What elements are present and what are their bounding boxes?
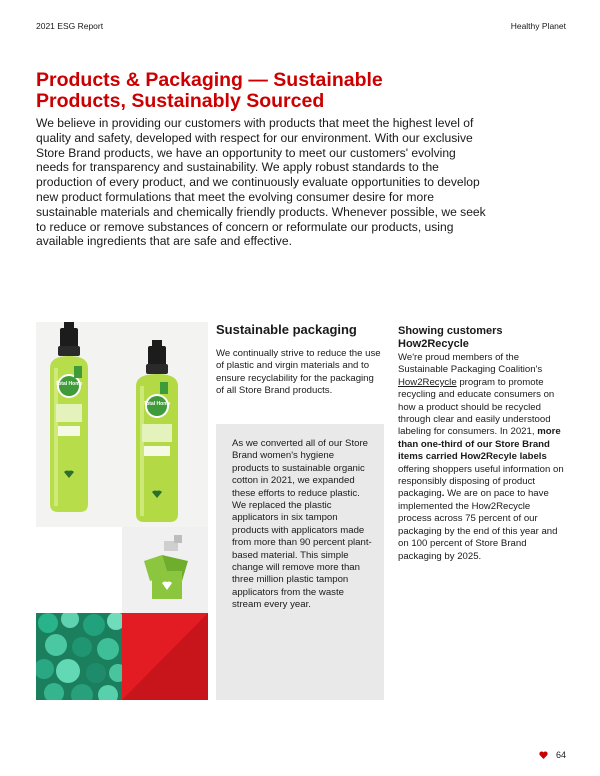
- sustainable-packaging-heading: Sustainable packaging: [216, 322, 357, 337]
- tile-bottle-caps: [36, 613, 122, 700]
- decorative-tiles: [36, 527, 208, 700]
- intro-paragraph: We believe in providing our customers with products that meet the highest level of quality and safety, developed with respect for our environment. With our exclusive Store Brand products, we have an opportunity to meet our customers' evolving needs for transparency and sustainability. We apply robust standards to the production of every product, and we continuously evaluate opportunities to develop new product formulations that meet the evolving consumer desire for more sustainable materials and chemically friendly products. Whenever possible, we seek to reduce or remove substances of concern or reformulate our products, using available ingredients that are safe and effective.: [36, 116, 486, 249]
- section-name: Healthy Planet: [510, 21, 566, 31]
- product-photo: [36, 322, 208, 527]
- page-footer: [539, 750, 566, 760]
- how2recycle-heading: Showing customers How2Recycle: [398, 325, 503, 350]
- heart-icon: [539, 751, 548, 759]
- how2recycle-section: [398, 325, 566, 563]
- tile-red-pattern: [122, 613, 208, 700]
- page-title: Products & Packaging — Sustainable Products, Sustainably Sourced: [36, 69, 383, 112]
- one-third-highlight: more than one-third of our Store Brand items carried How2Recyle labels: [398, 426, 561, 463]
- how2recycle-body: We're proud members of the Sustainable Packaging Coalition's How2Recycle program to promote recycling and educate consumers on how a product should be recycled through clear and easily understood labeling for consumers. In 2021, more than one-third of our Store Brand items carried How2Recyle labels offering shoppers useful information on responsibly disposing of product packaging. We are on pace to have implemented the How2Recycle process across 75 percent of our packaging by the end of this year and on 100 percent of Store Brand packaging by 2025.: [398, 352, 564, 562]
- callout-text: As we converted all of our Store Brand women's hygiene products to sustainable organic cotton in 2021, we expanded these efforts to reduce plastic. We replaced the plastic applicators in six tampon products with applicators made from more than 90 percent plant-based material. This simple change will remove more than three million plastic tampon applicators from the waste stream every year.: [232, 438, 372, 611]
- brand-logo-right: Total Home: [143, 401, 171, 407]
- tile-recycle-box: [122, 527, 208, 613]
- sustainable-packaging-section: [216, 322, 381, 398]
- brand-logo-left: Total Home: [55, 381, 83, 387]
- sustainable-packaging-body: We continually strive to reduce the use of plastic and virgin materials and to ensure recyclability for the packaging of all Store Brand products.: [216, 348, 381, 397]
- page-number: 64: [555, 750, 566, 760]
- tampon-callout-box: [216, 424, 384, 700]
- tile-blank: [36, 527, 122, 613]
- how2recycle-link[interactable]: How2Recycle: [398, 376, 457, 388]
- report-title: 2021 ESG Report: [36, 21, 104, 31]
